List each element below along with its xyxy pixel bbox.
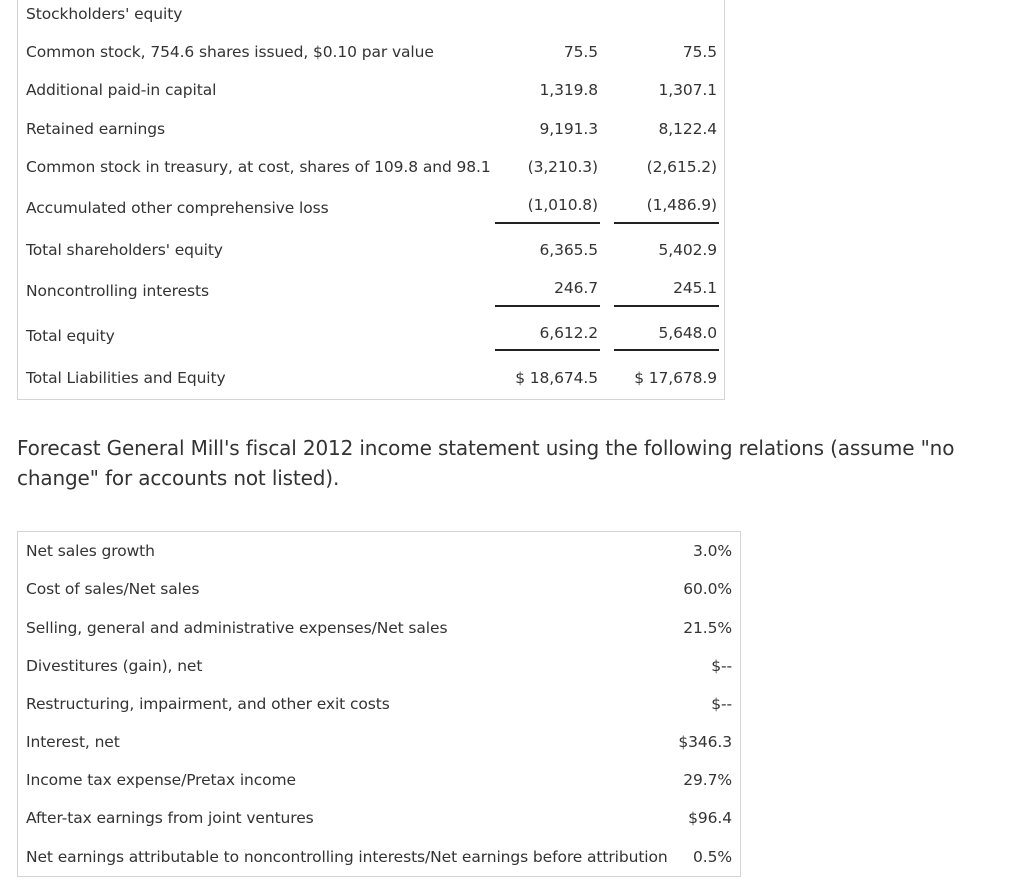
table-row <box>18 845 740 869</box>
row-label: Noncontrolling interests <box>26 282 209 300</box>
table-row <box>18 539 740 563</box>
row-label: Total Liabilities and Equity <box>26 369 226 387</box>
row-label: Restructuring, impairment, and other exit costs <box>26 695 390 713</box>
row-label: Total equity <box>26 327 115 345</box>
row-label: Common stock, 754.6 shares issued, $0.10 par value <box>26 43 434 61</box>
row-value: 60.0% <box>683 580 732 598</box>
table-row <box>18 616 740 640</box>
table-row <box>18 238 724 262</box>
table-row <box>18 806 740 830</box>
row-label: Net sales growth <box>26 542 155 560</box>
value-2011: 75.5 <box>682 43 717 61</box>
value-2012: 6,365.5 <box>539 241 598 259</box>
value-2012: 75.5 <box>563 43 598 61</box>
table-row <box>18 730 740 754</box>
table-row <box>18 78 724 102</box>
row-label: Retained earnings <box>26 120 165 138</box>
table-row <box>18 366 724 390</box>
row-value: $346.3 <box>678 733 732 751</box>
row-value: 0.5% <box>693 848 732 866</box>
row-value: $96.4 <box>688 809 732 827</box>
table-row <box>18 654 740 678</box>
section-heading <box>18 2 724 26</box>
row-value: 29.7% <box>683 771 732 789</box>
table-row <box>18 324 724 348</box>
value-2012: (3,210.3) <box>527 158 598 176</box>
assumptions-table <box>17 531 741 877</box>
question-prompt: Forecast General Mill's fiscal 2012 income statement using the following relations (assume "no change" for accounts not listed). <box>17 436 955 490</box>
row-value: 3.0% <box>693 542 732 560</box>
row-value: 21.5% <box>683 619 732 637</box>
row-label: Cost of sales/Net sales <box>26 580 200 598</box>
value-2012: 246.7 <box>554 279 598 297</box>
table-row <box>18 768 740 792</box>
value-2012: 6,612.2 <box>539 324 598 342</box>
row-label: After-tax earnings from joint ventures <box>26 809 314 827</box>
subtotal-rule <box>495 222 600 224</box>
subtotal-rule <box>495 305 600 307</box>
balance-sheet-table <box>17 0 725 400</box>
value-2011: 5,648.0 <box>658 324 717 342</box>
row-label: Income tax expense/Pretax income <box>26 771 296 789</box>
row-label: Total shareholders' equity <box>26 241 223 259</box>
value-2012: 9,191.3 <box>539 120 598 138</box>
row-value: $-- <box>711 657 732 675</box>
table-row <box>18 577 740 601</box>
table-row <box>18 155 724 179</box>
row-value: $-- <box>711 695 732 713</box>
heading-label: Stockholders' equity <box>26 5 183 23</box>
subtotal-rule <box>614 222 719 224</box>
total-rule <box>614 349 719 351</box>
value-2012: (1,010.8) <box>527 196 598 214</box>
value-2011: (2,615.2) <box>646 158 717 176</box>
value-2011: 8,122.4 <box>658 120 717 138</box>
value-2011: 5,402.9 <box>658 241 717 259</box>
row-label: Interest, net <box>26 733 120 751</box>
row-label: Net earnings attributable to noncontrolling interests/Net earnings before attribution <box>26 848 668 866</box>
total-rule <box>495 349 600 351</box>
row-label: Common stock in treasury, at cost, shares of 109.8 and 98.1 <box>26 158 491 176</box>
row-label: Additional paid-in capital <box>26 81 217 99</box>
value-2011: 1,307.1 <box>658 81 717 99</box>
value-2011: 245.1 <box>673 279 717 297</box>
row-label: Accumulated other comprehensive loss <box>26 199 329 217</box>
value-2011: $ 17,678.9 <box>634 369 717 387</box>
row-label: Selling, general and administrative expenses/Net sales <box>26 619 448 637</box>
table-row <box>18 117 724 141</box>
table-row <box>18 40 724 64</box>
table-row <box>18 196 724 220</box>
table-row <box>18 279 724 303</box>
value-2011: (1,486.9) <box>646 196 717 214</box>
subtotal-rule <box>614 305 719 307</box>
table-row <box>18 692 740 716</box>
row-label: Divestitures (gain), net <box>26 657 203 675</box>
value-2012: $ 18,674.5 <box>515 369 598 387</box>
value-2012: 1,319.8 <box>539 81 598 99</box>
